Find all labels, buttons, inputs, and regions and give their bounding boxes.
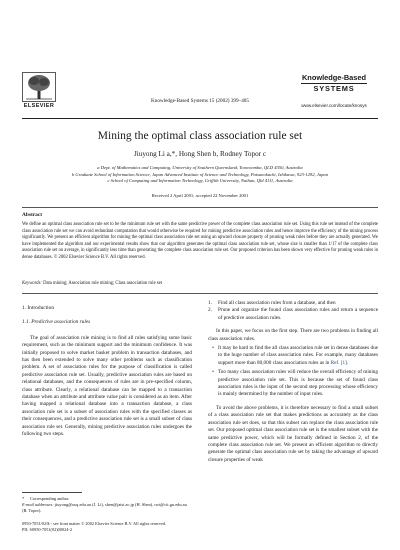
email-note (22, 502, 192, 514)
affiliations (30, 165, 370, 185)
keywords-line (22, 281, 378, 286)
journal-subname: SYSTEMS (313, 84, 355, 93)
section-heading-introduction: 1. Introduction (22, 305, 55, 311)
keywords-values: Data mining; Association rule mining; Class association rule set (43, 281, 162, 286)
elsevier-tree-icon (22, 72, 56, 102)
author-list: Jiuyong Li a,*, Hong Shen b, Rodney Topor c (133, 150, 267, 158)
journal-header (0, 72, 400, 116)
footnotes (22, 496, 192, 513)
bullet-text: It may be hard to find the all class association rule set in dense databases due to the huge number of class association rules. For example, many databases support more than 80,000 class association rules as in Ref. [1]. (218, 345, 378, 366)
bullet-item (208, 369, 378, 399)
publisher-name: ELSEVIER (23, 103, 55, 109)
abstract-divider-top (22, 207, 378, 208)
left-column (22, 300, 192, 439)
abstract-text: We define an optimal class association rule set to be the minimum rule set with the same predictive power of the complete class association rule set. Using this rule set instead of the complete class association rule set we can avoid redundant computation that would otherwise be required for mining predictive association rules and hence improve the efficiency of the mining process significantly. We present an efficient algorithm for mining the optimal class association rule set using an upward closure property of pruning weak rules before they are actually generated. We have implemented the algorithm and our experimental results show that our algorithm generates the optimal class association rule set, whose size is smaller than 1/17 of the complete class association rule set on average, in significantly less time than generating the complete class association rule set. Our proposed criterion has been shown very effective for pruning weak rules in dense databases. © 2002 Elsevier Science B.V. All rights reserved. (22, 222, 378, 260)
journal-citation: Knowledge-Based Systems 15 (2002) 399–405 (151, 98, 249, 104)
corresponding-author-note: * Corresponding author. (22, 496, 70, 501)
focus-paragraph: In this paper, we focus on the first step. There are two problems in finding all class association rules. (208, 328, 378, 342)
received-dates: Received 2 April 2001; accepted 22 November 2001 (151, 193, 249, 198)
step-text: Find all class association rules from a database, and then (218, 300, 336, 306)
abstract-divider-bottom (22, 293, 378, 294)
intro-paragraph: The goal of association rule mining is to find all rules satisfying some basic requirement, such as the minimum support and the minimum confidence. It was initially proposed to solve market basket problem in transaction databases, and has then been extended to solve many other problems such as classification problem. A set of association rules for the purpose of classification is called predictive association rule set. Usually, predictive association rules are based on relational databases, and the consequences of rules are in pre-specified column, class attribute. Clearly, a relational database can be mapped to a transaction database when an attribute and attribute value pair is considered as an item. After having mapped a relational database into a transaction database, a class association rule set is a subset of association rules with the specified classes as their consequences, and a predictive association rule set is a small subset of class association rule set. Generally, mining predictive association rules undergoes the following two steps. (22, 334, 192, 438)
copyright-line: 0950-7051/02/$ - see front matter © 2002 Elsevier Science B.V. All rights reserved. (22, 521, 167, 526)
subsection-heading: 1.1. Predictive association rules (22, 319, 91, 326)
reference-link[interactable]: Ref. [1] (330, 359, 347, 366)
abstract-heading: Abstract (22, 212, 43, 218)
footnote-divider (22, 492, 82, 493)
step-number: 2. (208, 307, 212, 314)
right-column (208, 300, 378, 464)
closing-paragraph: To avoid the above problems, it is therefore necessary to find a small subset of a class association rule set that makes predictions as accurately as the class association rule set does, so that this subset can replace the class association rule set. Our proposed optimal class association rule set is the smallest subset with the same predictive power, which will be formally defined in Section 2, of the complete class association rule set. We present an efficient algorithm to directly generate the optimal class association rule set by taking the advantage of upward closure properties of weak (208, 404, 378, 463)
bullet-text: Too many class association rules will reduce the overall efficiency of mining predictive association rule set. This is because the set of found class association rules is the input of the second step processing whose efficiency is mainly determined by the number of input rules. (218, 369, 378, 398)
journal-url[interactable]: www.elsevier.com/locate/knosys (301, 103, 367, 108)
email-label: E-mail addresses: (22, 501, 54, 507)
journal-name: Knowledge-Based (301, 73, 367, 82)
paper-title: Mining the optimal class association rule set (97, 130, 303, 142)
copyright-block (22, 521, 378, 533)
bullet-item (208, 345, 378, 367)
header-divider (22, 118, 378, 119)
affiliation-a: a Dept. of Mathematics and Computing, University of Southern Queensland, Toowoomba, QLD 4350, Australia (97, 165, 303, 170)
pii-line: PII: S0950-7051(02)00024-2 (22, 526, 73, 532)
step-text: Prune and organize the found class association rules and return a sequence of predictive association rules. (218, 307, 378, 321)
keywords-label: Keywords: (22, 281, 42, 286)
step-number: 1. (208, 300, 212, 306)
footnote-mark: * (22, 496, 25, 501)
email-addresses[interactable]: jiuyong@usq.edu.au (J. Li), shen@jaist.ac.jp (H. Shen), rwt@cit.gu.edu.au (R. Topor). (22, 501, 187, 513)
journal-logo (294, 74, 374, 108)
bullet-icon: • (212, 369, 214, 376)
affiliation-c: c School of Computing and Information Technology, Griffith University, Nathan, Qld 4111, Australia (107, 178, 293, 184)
bullet-icon: • (212, 345, 214, 352)
affiliation-b: b Graduate School of Information Science, Japan Advanced Institute of Science and Technology, Patsunokuchi, Ishikawa, 923-1292, Japan (71, 171, 329, 177)
step-item (208, 307, 378, 322)
